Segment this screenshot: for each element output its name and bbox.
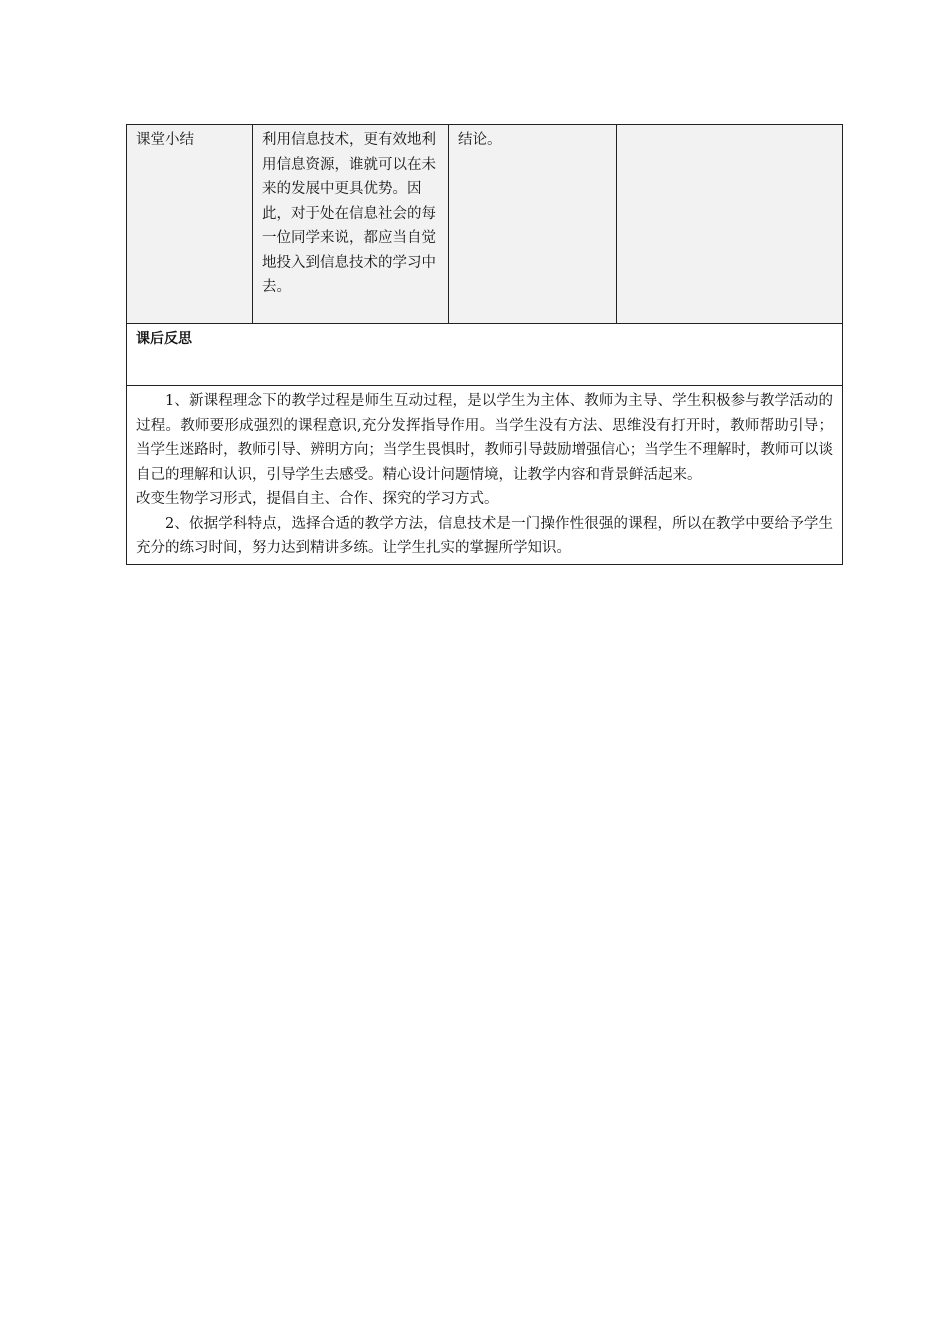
reflection-paragraph-3: 2、依据学科特点，选择合适的教学方法，信息技术是一门操作性很强的课程，所以在教学中要给予学生充分的练习时间，努力达到精讲多练。让学生扎实的掌握所学知识。 [136, 515, 833, 556]
reflection-body [127, 386, 843, 565]
reflection-heading: 课后反思 [127, 324, 843, 386]
reflection-paragraph-1: 1、新课程理念下的教学过程是师生互动过程，是以学生为主体、教师为主导、学生积极参与教学活动的过程。教师要形成强烈的课程意识,充分发挥指导作用。当学生没有方法、思维没有打开时，教师帮助引导；当学生迷路时，教师引导、辨明方向；当学生畏惧时，教师引导鼓励增强信心；当学生不理解时，教师可以谈自己的理解和认识，引导学生去感受。精心设计问题情境，让教学内容和背景鲜活起来。 [136, 393, 833, 483]
summary-row [127, 125, 843, 324]
notes-cell [617, 125, 843, 324]
reflection-paragraph-2: 改变生物学习形式，提倡自主、合作、探究的学习方式。 [136, 491, 499, 507]
teacher-activity-cell: 利用信息技术，更有效地利用信息资源，谁就可以在未来的发展中更具优势。因此，对于处在信息社会的每一位同学来说，都应当自觉地投入到信息技术的学习中去。 [253, 125, 449, 324]
summary-label-cell: 课堂小结 [127, 125, 253, 324]
reflection-body-row [127, 386, 843, 565]
lesson-plan-table [126, 124, 843, 565]
reflection-heading-row [127, 324, 843, 386]
student-activity-cell: 结论。 [449, 125, 617, 324]
